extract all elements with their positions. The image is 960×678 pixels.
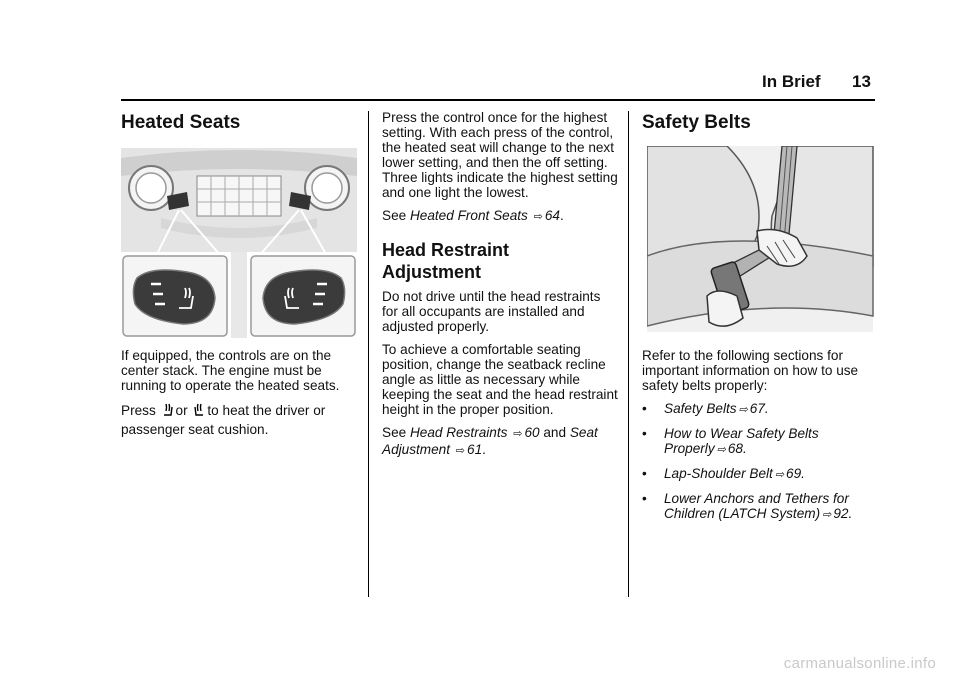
watermark: carmanualsonline.info	[783, 655, 936, 672]
page-ref-64[interactable]: 64	[544, 208, 560, 223]
page-ref-arrow-5: ⇨	[716, 444, 726, 456]
head-restraint-heading: Head Restraint Adjustment	[382, 240, 510, 282]
safety-belts-heading: Safety Belts	[642, 112, 751, 133]
list-item: • Lower Anchors and Tethers for Children (LATCH System) ⇨ 92.	[642, 491, 853, 521]
safety-belts-intro: Refer to the following sections for important information on how to use safety belts properly:	[642, 348, 859, 393]
head-restraints-link[interactable]: Head Restraints	[409, 425, 508, 440]
bullet: •	[642, 466, 647, 481]
safety-belt-illustration	[647, 146, 883, 336]
column-divider-2	[628, 111, 629, 597]
list-item: • Safety Belts ⇨ 67.	[642, 401, 769, 416]
press-word: Press	[121, 403, 156, 418]
page-ref-67[interactable]: 67	[749, 401, 765, 416]
heated-seats-heading: Heated Seats	[121, 112, 241, 133]
heated-front-seats-link[interactable]: Heated Front Seats	[409, 208, 528, 223]
list-item: • Lap-Shoulder Belt ⇨ 69.	[642, 466, 805, 481]
heat-instruction-text: to heat the driver or passenger seat cushion.	[121, 403, 326, 437]
page-ref-arrow-6: ⇨	[774, 469, 785, 481]
head-restraint-warning: Do not drive until the head restraints for all occupants are installed and adjusted properly.	[382, 289, 601, 334]
see-heated-front-seats: See Heated Front Seats ⇨ 64.	[382, 208, 564, 223]
header-rule	[121, 99, 875, 101]
see-label: See	[382, 208, 407, 223]
seat-adjustment-link[interactable]: Seat Adjustment	[382, 425, 598, 457]
heated-seats-instructions	[121, 401, 357, 439]
lap-shoulder-belt-link[interactable]: Lap-Shoulder Belt	[664, 466, 773, 481]
and-word: and	[543, 425, 567, 440]
page-ref-61[interactable]: 61	[467, 442, 483, 457]
passenger-heated-seat-icon	[193, 403, 205, 417]
page-ref-arrow-7: ⇨	[822, 509, 832, 521]
how-to-wear-link[interactable]: How to Wear Safety Belts Properly	[664, 426, 819, 456]
bullet: •	[642, 426, 647, 441]
page-header	[0, 72, 960, 102]
bullet: •	[642, 401, 647, 416]
seating-position-text: To achieve a comfortable seating position, change the seatback recline angle as little as necessary while keeping the seat and the head restraint height in the proper position.	[382, 342, 618, 417]
list-item: • How to Wear Safety Belts Properly ⇨ 68.	[642, 426, 819, 456]
page-number: 13	[852, 72, 871, 91]
latch-system-link[interactable]: Lower Anchors and Tethers for Children (LATCH System)	[664, 491, 849, 521]
page-ref-60[interactable]: 60	[524, 425, 540, 440]
page-ref-arrow-2: ⇨	[513, 428, 523, 440]
heated-seat-controls-illustration	[121, 148, 357, 338]
page-ref-arrow-3: ⇨	[455, 445, 466, 457]
column-divider-1	[368, 111, 369, 597]
heated-seat-settings-text: Press the control once for the highest setting. With each press of the control, the heated seat will change to the next lower setting, and then the off setting. Three lights indicate the highest setting and one light the lowest.	[382, 110, 618, 200]
see-label-2: See	[382, 425, 407, 440]
column-safety-belts	[642, 110, 878, 531]
see-head-restraints: See Head Restraints ⇨ 60 and Seat Adjustment ⇨ 61.	[382, 425, 598, 457]
safety-belts-link[interactable]: Safety Belts	[664, 401, 737, 416]
page-ref-69[interactable]: 69	[786, 466, 802, 481]
column-head-restraint	[382, 110, 618, 467]
page-ref-arrow-4: ⇨	[738, 404, 748, 416]
column-heated-seats	[121, 110, 357, 447]
or-word: or	[175, 403, 188, 418]
heated-seats-intro: If equipped, the controls are on the center stack. The engine must be running to operate the heated seats.	[121, 348, 340, 393]
bullet: •	[642, 491, 647, 506]
driver-heated-seat-icon	[162, 403, 174, 417]
page-ref-arrow: ⇨	[533, 211, 543, 223]
page-ref-68[interactable]: 68	[727, 441, 743, 456]
page-ref-92[interactable]: 92	[833, 506, 849, 521]
section-title: In Brief	[762, 72, 821, 91]
